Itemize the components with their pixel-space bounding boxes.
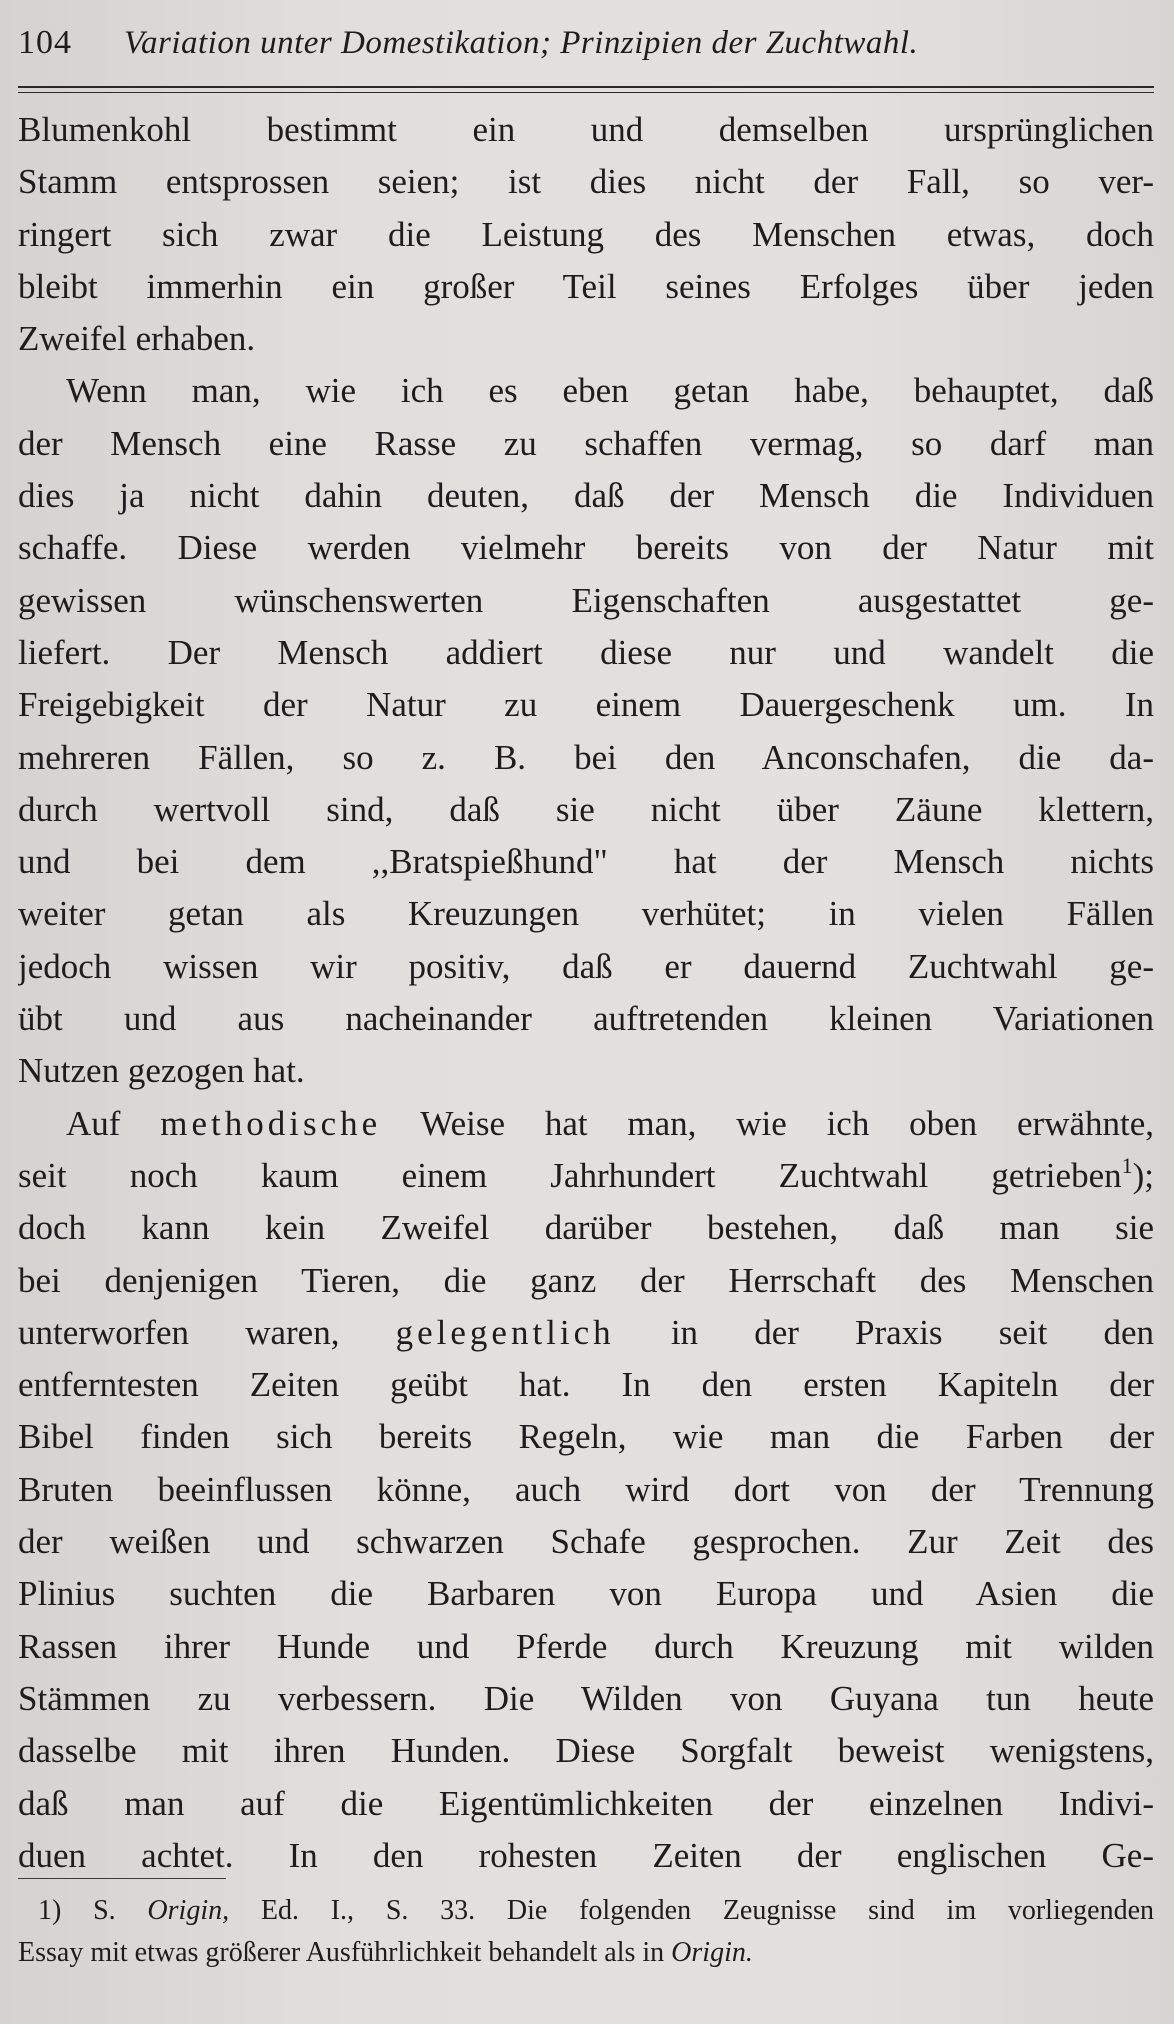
text-fragment: Weise hat man, wie ich oben erwähnte, (420, 1103, 1154, 1143)
text-line: Nutzen gezogen hat. (18, 1051, 305, 1091)
header-rule-thin (18, 92, 1154, 93)
text-line: entferntesten Zeiten geübt hat. In den ersten Kapiteln der (18, 1365, 1154, 1405)
text-line: ringert sich zwar die Leistung des Menschen etwas, doch (18, 214, 1154, 254)
text-line: jedoch wissen wir positiv, daß er dauernd Zuchtwahl ge- (18, 946, 1154, 986)
text-line: Bruten beeinflussen könne, auch wird dort von der Trennung (18, 1469, 1154, 1509)
text-line: liefert. Der Mensch addiert diese nur und wandelt die (18, 632, 1154, 672)
text-line (18, 1307, 1154, 1359)
text-line (18, 1150, 1154, 1202)
text-line: Wenn man, wie ich es eben getan habe, behauptet, daß (66, 371, 1154, 411)
header-rule (18, 86, 1154, 88)
text-line: schaffe. Diese werden vielmehr bereits von der Natur mit (18, 528, 1154, 568)
spaced-emphasis: gelegentlich (395, 1312, 615, 1352)
text-line: durch wertvoll sind, daß sie nicht über Zäune klettern, (18, 789, 1154, 829)
footnote-rule (18, 1878, 226, 1879)
text-line: Stämmen zu verbessern. Die Wilden von Guyana tun heute (18, 1678, 1154, 1718)
text-line: dasselbe mit ihren Hunden. Diese Sorgfalt beweist wenigstens, (18, 1731, 1154, 1771)
text-line: übt und aus nacheinander auftretenden kleinen Variationen (18, 999, 1154, 1039)
footnote-marker: 1) S. (38, 1895, 116, 1926)
text-line: Bibel finden sich bereits Regeln, wie man die Farben der (18, 1417, 1154, 1457)
body-text (18, 104, 1154, 1882)
text-line: daß man auf die Eigentümlichkeiten der einzelnen Indivi- (18, 1783, 1154, 1823)
footnote-line (18, 1932, 1154, 1974)
footnote-reference: 1 (1121, 1152, 1133, 1178)
page-header (18, 24, 1158, 74)
footnote-origin: Origin. (671, 1937, 753, 1968)
footnote-text: Essay mit etwas größerer Ausführlichkeit behandelt als in (18, 1937, 665, 1968)
text-line: der Mensch eine Rasse zu schaffen vermag, so darf man (18, 423, 1154, 463)
text-line: Plinius suchten die Barbaren von Europa und Asien die (18, 1574, 1154, 1614)
footnote-origin: Origin, (147, 1895, 230, 1926)
text-fragment: seit noch kaum einem Jahrhundert Zuchtwahl getrieben (18, 1155, 1122, 1195)
page-number: 104 (18, 24, 72, 61)
footnote (18, 1890, 1154, 1974)
footnote-text: Die folgenden Zeugnisse sind im vorliegenden (506, 1895, 1154, 1926)
running-head: Variation unter Domestikation; Prinzipien der Zuchtwahl. (124, 25, 919, 61)
text-line: dies ja nicht dahin deuten, daß der Mensch die Individuen (18, 476, 1154, 516)
footnote-line (18, 1890, 1154, 1932)
text-line: weiter getan als Kreuzungen verhütet; in vielen Fällen (18, 894, 1154, 934)
text-line: und bei dem ,,Bratspießhund" hat der Mensch nichts (18, 842, 1154, 882)
text-line: duen achtet. In den rohesten Zeiten der englischen Ge- (18, 1835, 1154, 1875)
text-fragment: unterworfen waren, (18, 1312, 340, 1352)
text-line: Freigebigkeit der Natur zu einem Dauergeschenk um. In (18, 685, 1154, 725)
text-line: Rassen ihrer Hunde und Pferde durch Kreuzung mit wilden (18, 1626, 1154, 1666)
text-line: Zweifel erhaben. (18, 319, 256, 359)
text-line: bleibt immerhin ein großer Teil seines Erfolges über jeden (18, 266, 1154, 306)
text-line: Blumenkohl bestimmt ein und demselben ursprünglichen (18, 110, 1154, 149)
text-line: gewissen wünschenswerten Eigenschaften ausgestattet ge- (18, 580, 1154, 620)
text-line: der weißen und schwarzen Schafe gesprochen. Zur Zeit des (18, 1522, 1154, 1562)
spaced-emphasis: methodische (160, 1103, 382, 1143)
footnote-ref: Ed. I., S. 33. (260, 1895, 476, 1926)
text-line: bei denjenigen Tieren, die ganz der Herrschaft des Menschen (18, 1260, 1154, 1300)
text-line: mehreren Fällen, so z. B. bei den Anconschafen, die da- (18, 737, 1154, 777)
text-line: Stamm entsprossen seien; ist dies nicht der Fall, so ver- (18, 162, 1154, 202)
text-line: doch kann kein Zweifel darüber bestehen, daß man sie (18, 1208, 1154, 1248)
text-line (18, 1098, 1154, 1150)
text-fragment: Auf (66, 1103, 121, 1143)
text-fragment: ); (1132, 1155, 1154, 1195)
text-fragment: in der Praxis seit den (670, 1312, 1154, 1352)
